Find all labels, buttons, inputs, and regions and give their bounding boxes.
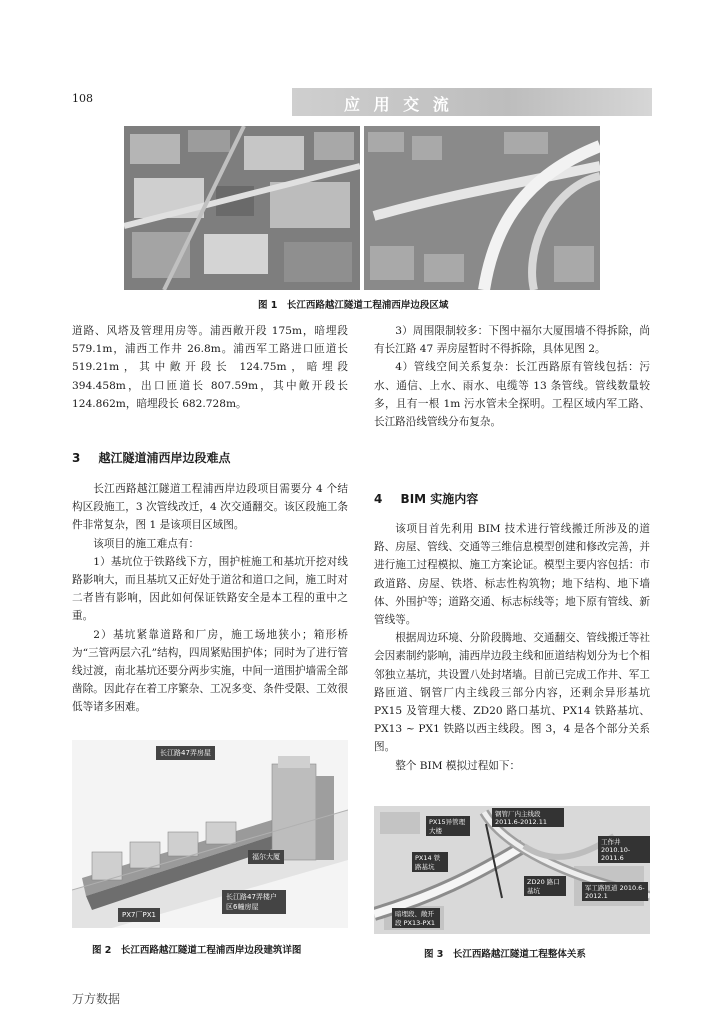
right-column-paragraph: 4）管线空间关系复杂：长江西路原有管线包括：污水、通信、上水、雨水、电缆等 13 条管线。管线数量较多，且有一根 1m 污水管未全探明。工程区域内军工路、长江路沿线管线分布复杂。 [374,361,650,429]
section3-heading [72,449,231,466]
section4-body [374,520,650,775]
left-column-paragraph: 道路、风塔及管理用房等。浦西敞开段 175m，暗埋段 579.1m，浦西工作井 26.8m。浦西军工路进口匝道长 519.21m，其中敞开段长 124.75m，暗埋段 394.458m，出口匝道长 807.59m，其中敞开段长 124.862m，暗埋段长 682.728m。 [72,325,348,410]
section3-body [72,480,348,717]
column-title: 应 用 交 流 [344,95,453,114]
figure2-label: PX7厂PX1 [118,908,160,922]
aerial-photo-left [124,126,360,290]
right-column-paragraph: 3）周围限制较多：下图中福尔大厦围墙不得拆除，尚有长江路 47 弄房屋暂时不得拆除，具体见图 2。 [374,325,650,356]
figure2-label: 长江路47弄楼户区6幢房屋 [222,890,286,914]
figure2-label: 福尔大厦 [248,850,284,864]
page-number: 108 [72,92,93,105]
journal-column-header [292,88,652,116]
section4-paragraph: 根据周边环境、分阶段腾地、交通翻交、管线搬迁等社会因素制约影响，浦西岸边段主线和匝道结构划分为七个相邻独立基坑，共设置八处封堵墙。目前已完成工作井、军工路匝道、钢管厂内主线段三部分内容，还剩余异形基坑 PX15 及管理大楼、ZD20 路口基坑、PX14 铁路基坑、PX13 ~ PX1 铁路以西主线段。图 3，4 是各个部分关系图。 [374,632,650,754]
right-column-top [374,322,650,431]
figure2-model-render [72,740,348,928]
section3-paragraph: 1）基坑位于铁路线下方，围护桩施工和基坑开挖对线路影响大，而且基坑又正好处于道岔和道口之间，施工时对二者皆有影响，因此如何保证铁路安全是本工程的重中之重。 [72,555,348,623]
figure2-label: 长江路47弄房屋 [156,746,215,760]
figure3-label: 军工路匝道 2010.6-2012.1 [582,882,648,901]
section3-number: 3 [72,451,81,465]
figure3-label: PX15异管理大楼 [426,816,470,836]
section4-heading [374,490,478,507]
section3-paragraph: 2）基坑紧靠道路和厂房，施工场地狭小；箱形桥为“三管两层六孔”结构，四周紧贴围护体；同时为了进行管线过渡，南北基坑还要分两步实施，中间一道围护墙需全部凿除。因此存在着工序繁杂、工况多变、条件受限、工效很低等诸多困难。 [72,628,348,714]
left-column-top [72,322,348,413]
source-watermark: 万方数据 [72,992,121,1006]
figure3-label: PX14 铁路基坑 [412,852,448,872]
figure3-label: 钢管厂内主线段 2011.6-2012.11 [492,808,564,827]
figure1-caption: 图 1 长江西路越江隧道工程浦西岸边段区域 [258,300,449,311]
section3-paragraph: 该项目的施工难点有： [93,537,200,550]
section4-paragraph: 整个 BIM 模拟过程如下： [395,759,521,772]
figure2-caption: 图 2 长江西路越江隧道工程浦西岸边段建筑详图 [92,945,302,956]
section4-title: BIM 实施内容 [400,492,479,506]
figure3-site-diagram [374,806,650,934]
section3-paragraph: 长江西路越江隧道工程浦西岸边段项目需要分 4 个结构区段施工，3 次管线改迁，4 次交通翻交。该区段施工条件非常复杂，图 1 是该项目区域图。 [72,483,348,532]
section4-paragraph: 该项目首先利用 BIM 技术进行管线搬迁所涉及的道路、房屋、管线、交通等三维信息模型创建和修改完善，并进行施工过程模拟、施工方案论证。模型主要内容包括：市政道路、房屋、铁塔、标志性构筑物；地下结构、地下墙体、外围护等；道路交通、标志标线等；地下原有管线、新管线等。 [374,523,650,627]
figure3-label: 暗埋段、敞开段 PX13-PX1 [392,908,440,928]
figure3-label: ZD20 路口基坑 [524,876,566,896]
figure3-caption: 图 3 长江西路越江隧道工程整体关系 [424,949,586,960]
figure3-label: 工作井 2010.10-2011.6 [598,836,650,863]
section4-number: 4 [374,492,383,506]
section3-title: 越江隧道浦西岸边段难点 [98,451,231,465]
aerial-photo-right [364,126,600,290]
